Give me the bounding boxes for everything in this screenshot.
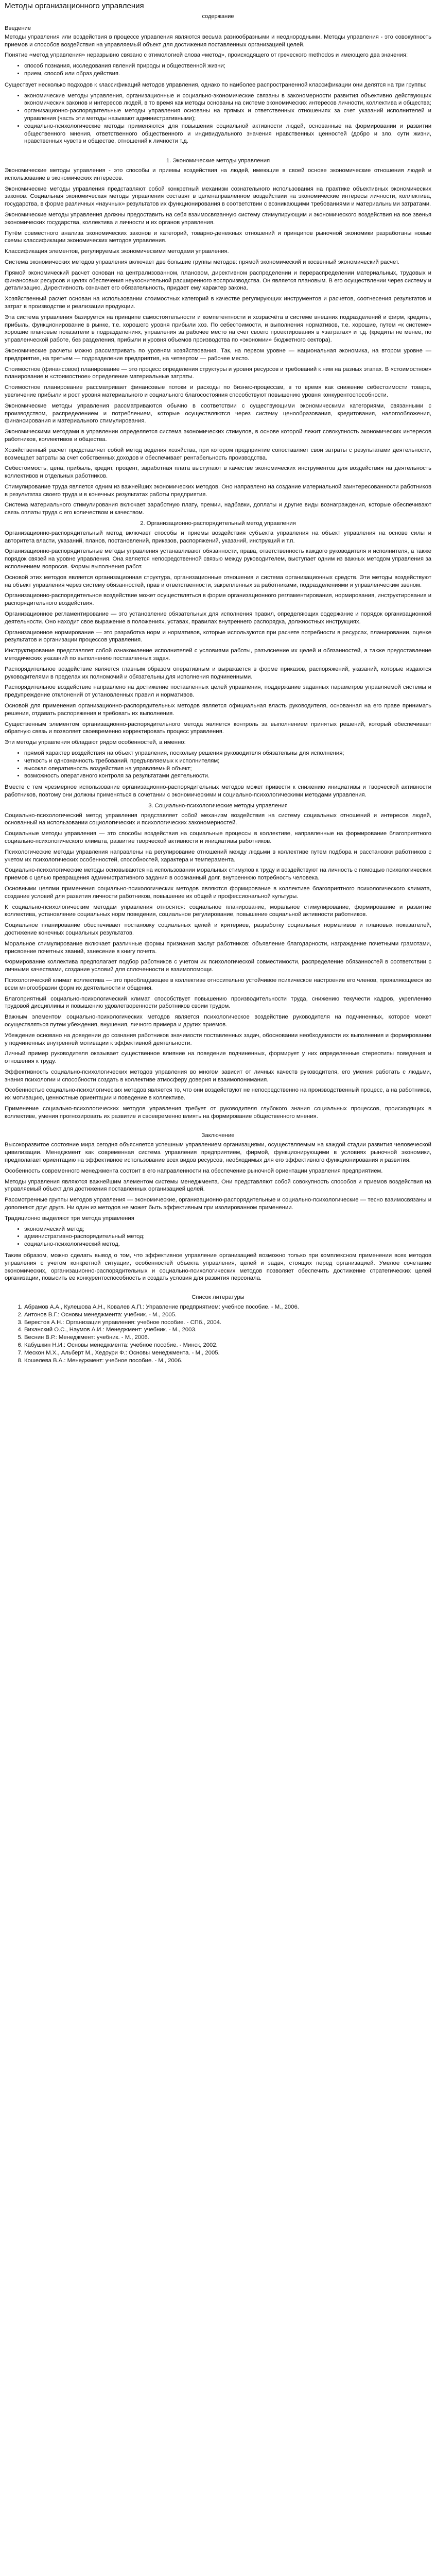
paragraph: Распорядительное воздействие направлено на достижение поставленных целей управления, поддержание заданных параметров управляемой системы и предупреждение отклонений от установленных правил и нормативов. [5,684,431,699]
list-item: • возможность оперативного контроля за результатами деятельности. [24,772,431,780]
reference-item: 2. Антонов В.Г.: Основы менеджмента: учебник. - М., 2005. [24,1311,431,1319]
paragraph: Хозяйственный расчет основан на использовании стоимостных категорий в качестве регулирующих инструментов и расчетов, соотнесения результатов и затрат в производстве и реализации продукции. [5,296,431,310]
paragraph: К социально-психологическим методам управления относятся: социальное планирование, моральное стимулирование, формирование и развитие коллектива, установление социальных норм поведения, социальное регулирование, повышение социальной активности работников. [5,904,431,918]
paragraph: Психологический климат коллектива — это преобладающее в коллективе относительно устойчивое психическое настроение его членов, проявляющееся во всем многообразии форм их деятельности и общения. [5,977,431,991]
paragraph: Формирование коллектива предполагает подбор работников с учетом их психологической совместимости, распределение обязанностей в соответствии с личными качествами, создание условий для сплоченности и взаимопомощи. [5,959,431,973]
paragraph: Экономические методы управления представляют собой конкретный механизм сознательного использования на практике объективных экономических законов. Социальная экономическая методы управления составят в целенаправленном воздействии на экономические интересы личности, коллектива, государства, в форме различных «научных» результатов их функционирования в соответствии с возникающими требованиями и материальными затратами. [5,185,431,208]
section-heading-social: 3. Социально-психологические методы управления [148,802,288,809]
list-item: • экономические методы управления, организационные и социально-экономические связаны в закономерности развития объективно действующих экономических законов и интересов людей, в то время как методы основаны на системе экономических интересов личности, коллектива и общества; [24,92,431,108]
list-item: • способ познания, исследования явлений природы и общественной жизни; [24,62,431,70]
paragraph: Система материального стимулирования включает заработную плату, премии, надбавки, доплаты и другие виды вознаграждения, которые обеспечивают связь оплаты труда с его количеством и качеством. [5,502,431,516]
section-heading-conclusion: Заключение [201,1132,235,1139]
paragraph: Стоимостное планирование рассматривает финансовые потоки и расходы по бизнес-процессам, в то время как снижение себестоимости товара, увеличение прибыли и рост уровня материального и социального благосостояния способствуют повышению уровня конкурентоспособности. [5,384,431,398]
paragraph: Экономические методы управления должны предоставить на себя взаимосвязанную систему стимулирующим и экономического воздействия на все звенья экономических государства, коллектива и личности и их органов управления. [5,211,431,226]
paragraph: Эти методы управления обладают рядом особенностей, а именно: [5,739,186,746]
paragraph: Благоприятный социально-психологический климат способствует повышению производительности труда, снижению текучести кадров, укреплению трудовой дисциплины и повышению удовлетворенности работников своим трудом. [5,995,431,1010]
paragraph: Моральное стимулирование включает различные формы признания заслуг работников: объявление благодарности, награждение почетными грамотами, присвоение почетных званий, занесение в книгу почета. [5,940,431,955]
list-item: • административно-распорядительный метод; [24,1233,431,1241]
paragraph: Прямой экономический расчет основан на централизованном, плановом, директивном распределении и перераспределении материальных, трудовых и финансовых ресурсов и целях обеспечения неукоснительной расширенного воспроизводства. Он является плановым. В его осуществлении через систему и детализацию. Директивность означает его обязательность, придает ему характер закона. [5,269,431,292]
paragraph: Экономические методы управления рассматриваются обычно в соответствии с существующими экономическими категориями, связанными с производством, распределением и потреблением, которые осуществляются через систему ценообразования, кредитования, налогообложения, финансирования и материального стимулирования. [5,402,431,425]
paragraph: Социально-психологический метод управления представляет собой механизм воздействия на систему социальных отношений и интересов людей, основанный на использовании социологических и психологических закономерностей. [5,812,431,826]
list-item: • социально-психологические методы применяются для повышения социальной активности людей, основанные на формировании и развитии общественного мнения, ответственного общественного и индивидуального значения нравственных ценностей (добро и зло, сути жизни, нравственных чувств и обществе, отношений к личности т.д. [24,123,431,145]
paragraph: Себестоимость, цена, прибыль, кредит, процент, заработная плата выступают в качестве экономических инструментов для воздействия на деятельность коллективов и отдельных работников. [5,465,431,480]
paragraph: Экономические методы управления - это способы и приемы воздействия на людей, имеющие в своей основе экономические отношения людей и использование в экономических интересов. [5,167,431,181]
paragraph: Стимулирование труда является одним из важнейших экономических методов. Оно направлено на создание материальной заинтересованности работников в результатах своего труда и в конечных результатах работы предприятия. [5,483,431,498]
paragraph: Классификация элементов, регулируемых экономическими методами управления. [5,248,229,255]
paragraph: Высокоразвитое состояние мира сегодня объясняется успешным управлением организациями, осуществляемым на каждой стадии развития человеческой цивилизации. Менеджмент как современная система управления предприятием, фирмой, функционирующими в условиях рыночной экономики, предполагает ориентацию на эффективное использование всех видов ресурсов, необходимых для его эффективного функционирования и развития. [5,1142,431,1164]
reference-item: 7. Мескон М.Х., Альберт М., Хедоури Ф.: Основы менеджмента. - М., 2005. [24,1349,431,1357]
paragraph: Организационное регламентирование — это установление обязательных для исполнения правил, определяющих содержание и порядок организационной деятельности. Оно находит свое выражение в положениях, уставах, правилах внутреннего распорядка, должностных инструкциях. [5,611,431,625]
list-item: • высокая оперативность воздействия на управляемый объект; [24,765,431,773]
paragraph: Методы управления являются важнейшим элементом системы менеджмента. Они представляют собой совокупность способов и приемов воздействия на управляемый объект для достижения поставленных организацией целей. [5,1178,431,1193]
paragraph: Методы управления или воздействия в процессе управления являются весьма разнообразными и неоднородными. Методы управления - это совокупность приемов и способов воздействия на управляемый объект для достижения поставленных организацией целей. [5,33,431,48]
paragraph: Экономические расчеты можно рассматривать по уровням хозяйствования. Так, на первом уровне — национальная экономика, на втором уровне — предприятие, на третьем — подразделение предприятия, на четвертом — рабочее место. [5,347,431,362]
paragraph: Экономическими методами в управлении определяется система экономических стимулов, в основе которой лежит совокупность экономических интересов работников, коллективов и общества. [5,429,431,443]
paragraph: Социально-психологические методы основываются на использовании моральных стимулов к труду и воздействуют на личность с помощью психологических приемов с целью превращения административного задания в осознанный долг, внутреннюю потребность человека. [5,867,431,882]
paragraph: Хозяйственный расчет представляет собой метод ведения хозяйства, при котором предприятие сопоставляет свои затраты с результатами деятельности, возмещает затраты за счет собственных доходов и обеспечивает рентабельность производства. [5,447,431,461]
reference-item: 6. Кабушкин Н.И.: Основы менеджмента: учебное пособие. - Минск, 2002. [24,1342,431,1349]
references-list [5,1303,431,1364]
section-heading-economic: 1. Экономические методы управления [166,158,270,164]
paragraph: Особенность современного менеджмента состоит в его направленности на обеспечение рыночной ориентации управления предприятием. [5,1167,383,1174]
paragraph: Эффективность социально-психологических методов управления во многом зависит от личных качеств руководителя, его умения работать с людьми, знания психологии и способности создать в коллективе атмосферу доверия и взаимопонимания. [5,1069,431,1083]
paragraph: Основой этих методов является организационная структура, организационные отношения и система организационных средств. Эти методы воздействуют на объект управления через систему обязанностей, прав и ответственности, закрепленных за работниками, подразделениями и управленческим звеном. [5,574,431,588]
paragraph: Распорядительное воздействие является главным образом оперативным и выражается в форме приказов, распоряжений, указаний, которые издаются руководителями в пределах их полномочий и обязательны для исполнения подчиненными. [5,666,431,680]
section-heading-intro: Введение [5,25,31,32]
paragraph: Путём совместного анализа экономических законов и категорий, товарно-денежных отношений и принципов рыночной экономики разработаны новые схемы классификации экономических методов управления. [5,230,431,244]
paragraph: Организационно-распорядительное воздействие может осуществляться в форме организационного регламентирования, нормирования, инструктирования и распорядительного воздействия. [5,592,431,607]
paragraph: Применение социально-психологических методов управления требует от руководителя глубокого знания социальных процессов, происходящих в коллективе, умения прогнозировать их развитие и своевременно влиять на формирование общественного мнения. [5,1106,431,1120]
section-heading-references: Список литературы [191,1294,245,1301]
reference-item: 1. Абрамов А.А., Кулешова А.Н., Ковалев А.П.: Управление предприятием: учебное пособие. - М., 2006. [24,1303,431,1311]
paragraph: Инструктирование представляет собой ознакомление исполнителей с условиями работы, разъяснение их целей и обязанностей, а также предоставление методических указаний по выполнению поставленных задач. [5,648,431,662]
paragraph: Основой для применения организационно-распорядительных методов является официальная власть руководителя, основанная на его праве принимать решения, отдавать распоряжения и требовать их выполнения. [5,703,431,717]
paragraph: Существенным элементом организационно-распорядительного метода является контроль за выполнением принятых решений, который обеспечивает обратную связь и позволяет своевременно корректировать процесс управления. [5,721,431,735]
list-item: • прием, способ или образ действия. [24,70,431,78]
section-body-social [5,812,431,1121]
paragraph: Убеждение основано на доведении до сознания работников значимости поставленных задач, обосновании необходимости их выполнения и формировании у подчиненных внутренней мотивации к эффективной деятельности. [5,1032,431,1046]
paragraph: Вместе с тем чрезмерное использование организационно-распорядительных методов может привести к снижению инициативы и творческой активности работников, поэтому они должны применяться в сочетании с экономическими и социально-психологическими методами управления. [5,784,431,798]
paragraph: Стоимостное (финансовое) планирование — это процесс определения структуры и уровня ресурсов и требований к ним на разных этапах. В «стоимостное» планирование и «стоимостное» определение материальные затраты. [5,366,431,380]
paragraph: Личный пример руководителя оказывает существенное влияние на поведение подчиненных, формирует у них определенные стереотипы поведения и отношения к труду. [5,1050,431,1065]
reference-item: 3. Берестов А.Н.: Организация управления: учебное пособие. - СПб., 2004. [24,1319,431,1327]
paragraph: Система экономических методов управления включает две большие группы методов: прямой экономический и косвенный экономический расчет. [5,259,399,265]
paragraph: Социальные методы управления — это способы воздействия на социальные процессы в коллективе, направленные на формирование благоприятного социально-психологического климата, развитие творческой активности и инициативы работников. [5,831,431,844]
section-body-organizational [5,530,431,799]
intro-body [5,33,431,145]
section-body-economic [5,167,431,517]
bullet-list [5,750,431,780]
bullet-list [5,1226,431,1248]
list-item: • экономический метод; [24,1226,431,1233]
list-item: • социально-психологический метод. [24,1241,431,1248]
paragraph: Понятие «метод управления» неразрывно связано с этимологией слова «метод», происходящего от греческого methodos и имеющего два значения: [5,52,408,59]
paragraph: Существует несколько подходов к классификаций методов управления, однако по наиболее распространенной классификации они делятся на три группы: [5,81,427,88]
paragraph: Важным элементом социально-психологических методов является психологическое воздействие руководителя на подчиненных, которое может осуществляться путем убеждения, внушения, личного примера и других приемов. [5,1014,431,1028]
contents-label: содержание [202,13,234,20]
paragraph: Организационно-распорядительные методы управления устанавливают обязанности, права, ответственность каждого руководителя и исполнителя, а также порядок связей на уровне управления. Она является непосредственной связью между руководителем, выступает одним из важных методом управления за исполнением вопросов. Формы выполнения работ. [5,548,431,570]
list-item: • четкость и однозначность требований, предъявляемых к исполнителям; [24,757,431,765]
paragraph: Рассмотренные группы методов управления — экономические, организационно-распорядительные и социально-психологические — тесно взаимосвязаны и дополняют друг друга. Ни один из методов не может быть эффективным при изолированном применении. [5,1197,431,1211]
document-title: Методы организационного управления [5,2,144,10]
paragraph: Организационное нормирование — это разработка норм и нормативов, которые используются при расчете потребности в ресурсах, планировании, оценке результатов и организации процессов управления. [5,629,431,643]
list-item: • организационно-распорядительные методы управления основаны на прямых и ответственных отношениях за счет указаний исполнителей и управления (часть эти методы называют административными); [24,107,431,123]
paragraph: Традиционно выделяют три метода управления [5,1215,134,1222]
paragraph: Таким образом, можно сделать вывод о том, что эффективное управление организацией возможно только при комплексном применении всех методов управления с учетом конкретной ситуации, особенностей объекта управления, целей и задач, стоящих перед организацией. Умелое сочетание экономических, организационно-распорядительных и социально-психологических методов позволяет обеспечить достижение стратегических целей организации, повысить ее конкурентоспособность и создать условия для развития персонала. [5,1252,431,1282]
paragraph: Социальное планирование обеспечивает постановку социальных целей и критериев, разработку социальных нормативов и плановых показателей, достижение конечных социальных результатов. [5,922,431,936]
reference-item: 4. Виханский О.С., Наумов А.И.: Менеджмент: учебник. - М., 2003. [24,1326,431,1334]
paragraph: Эта система управления базируется на принципе самостоятельности и компетентности и хозрасчёта в системе внешних подразделений и фирм, кредиты, прибыль, функционирование в рынке, т.е. хорошего уровня прибыли хоз. По себестоимости, и выполнения нормативов, т.е. хорошие, путем «к системе» хорошие плановые показатели в подразделениях, управления за рабочее место на счет своего проектирования в «затратах» и т.д. (кредиты не менее, по управленческой работе, без разделения, прибыли и уровня объемов производства по «экономии» бюджетного сектора). [5,314,431,344]
reference-item: 5. Веснин В.Р.: Менеджмент: учебник. - М., 2006. [24,1334,431,1342]
list-item: • прямой характер воздействия на объект управления, поскольку решения руководителя обязательны для исполнения; [24,750,431,757]
paragraph: Психологические методы управления направлены на регулирование отношений между людьми в коллективе путем подбора и расстановки работников с учетом их психологических особенностей, способностей, характера и темперамента. [5,849,431,863]
section-heading-organizational: 2. Организационно-распорядительный метод управления [140,520,296,527]
bullet-list [5,92,431,146]
bullet-list [5,62,431,78]
section-body-conclusion [5,1141,431,1282]
paragraph: Организационно-распорядительный метод включает способы и приемы воздействия субъекта управления на объект управления на основе силы и авторитета власти, указаний, планов, постановлений, приказов, распоряжений, указаний, инструкций и т.п. [5,530,431,544]
paragraph: Основными целями применения социально-психологических методов являются формирование в коллективе благоприятного психологического климата, создание условий для развития личности работников, повышение их общей и профессиональной культуры. [5,885,431,900]
reference-item: 8. Кошелева В.А.: Менеджмент: учебное пособие. - М., 2006. [24,1357,431,1365]
paragraph: Особенностью социально-психологических методов является то, что они воздействуют не непосредственно на производственный процесс, а на работников, их мотивацию, ценностные ориентации и поведение в коллективе. [5,1087,431,1101]
